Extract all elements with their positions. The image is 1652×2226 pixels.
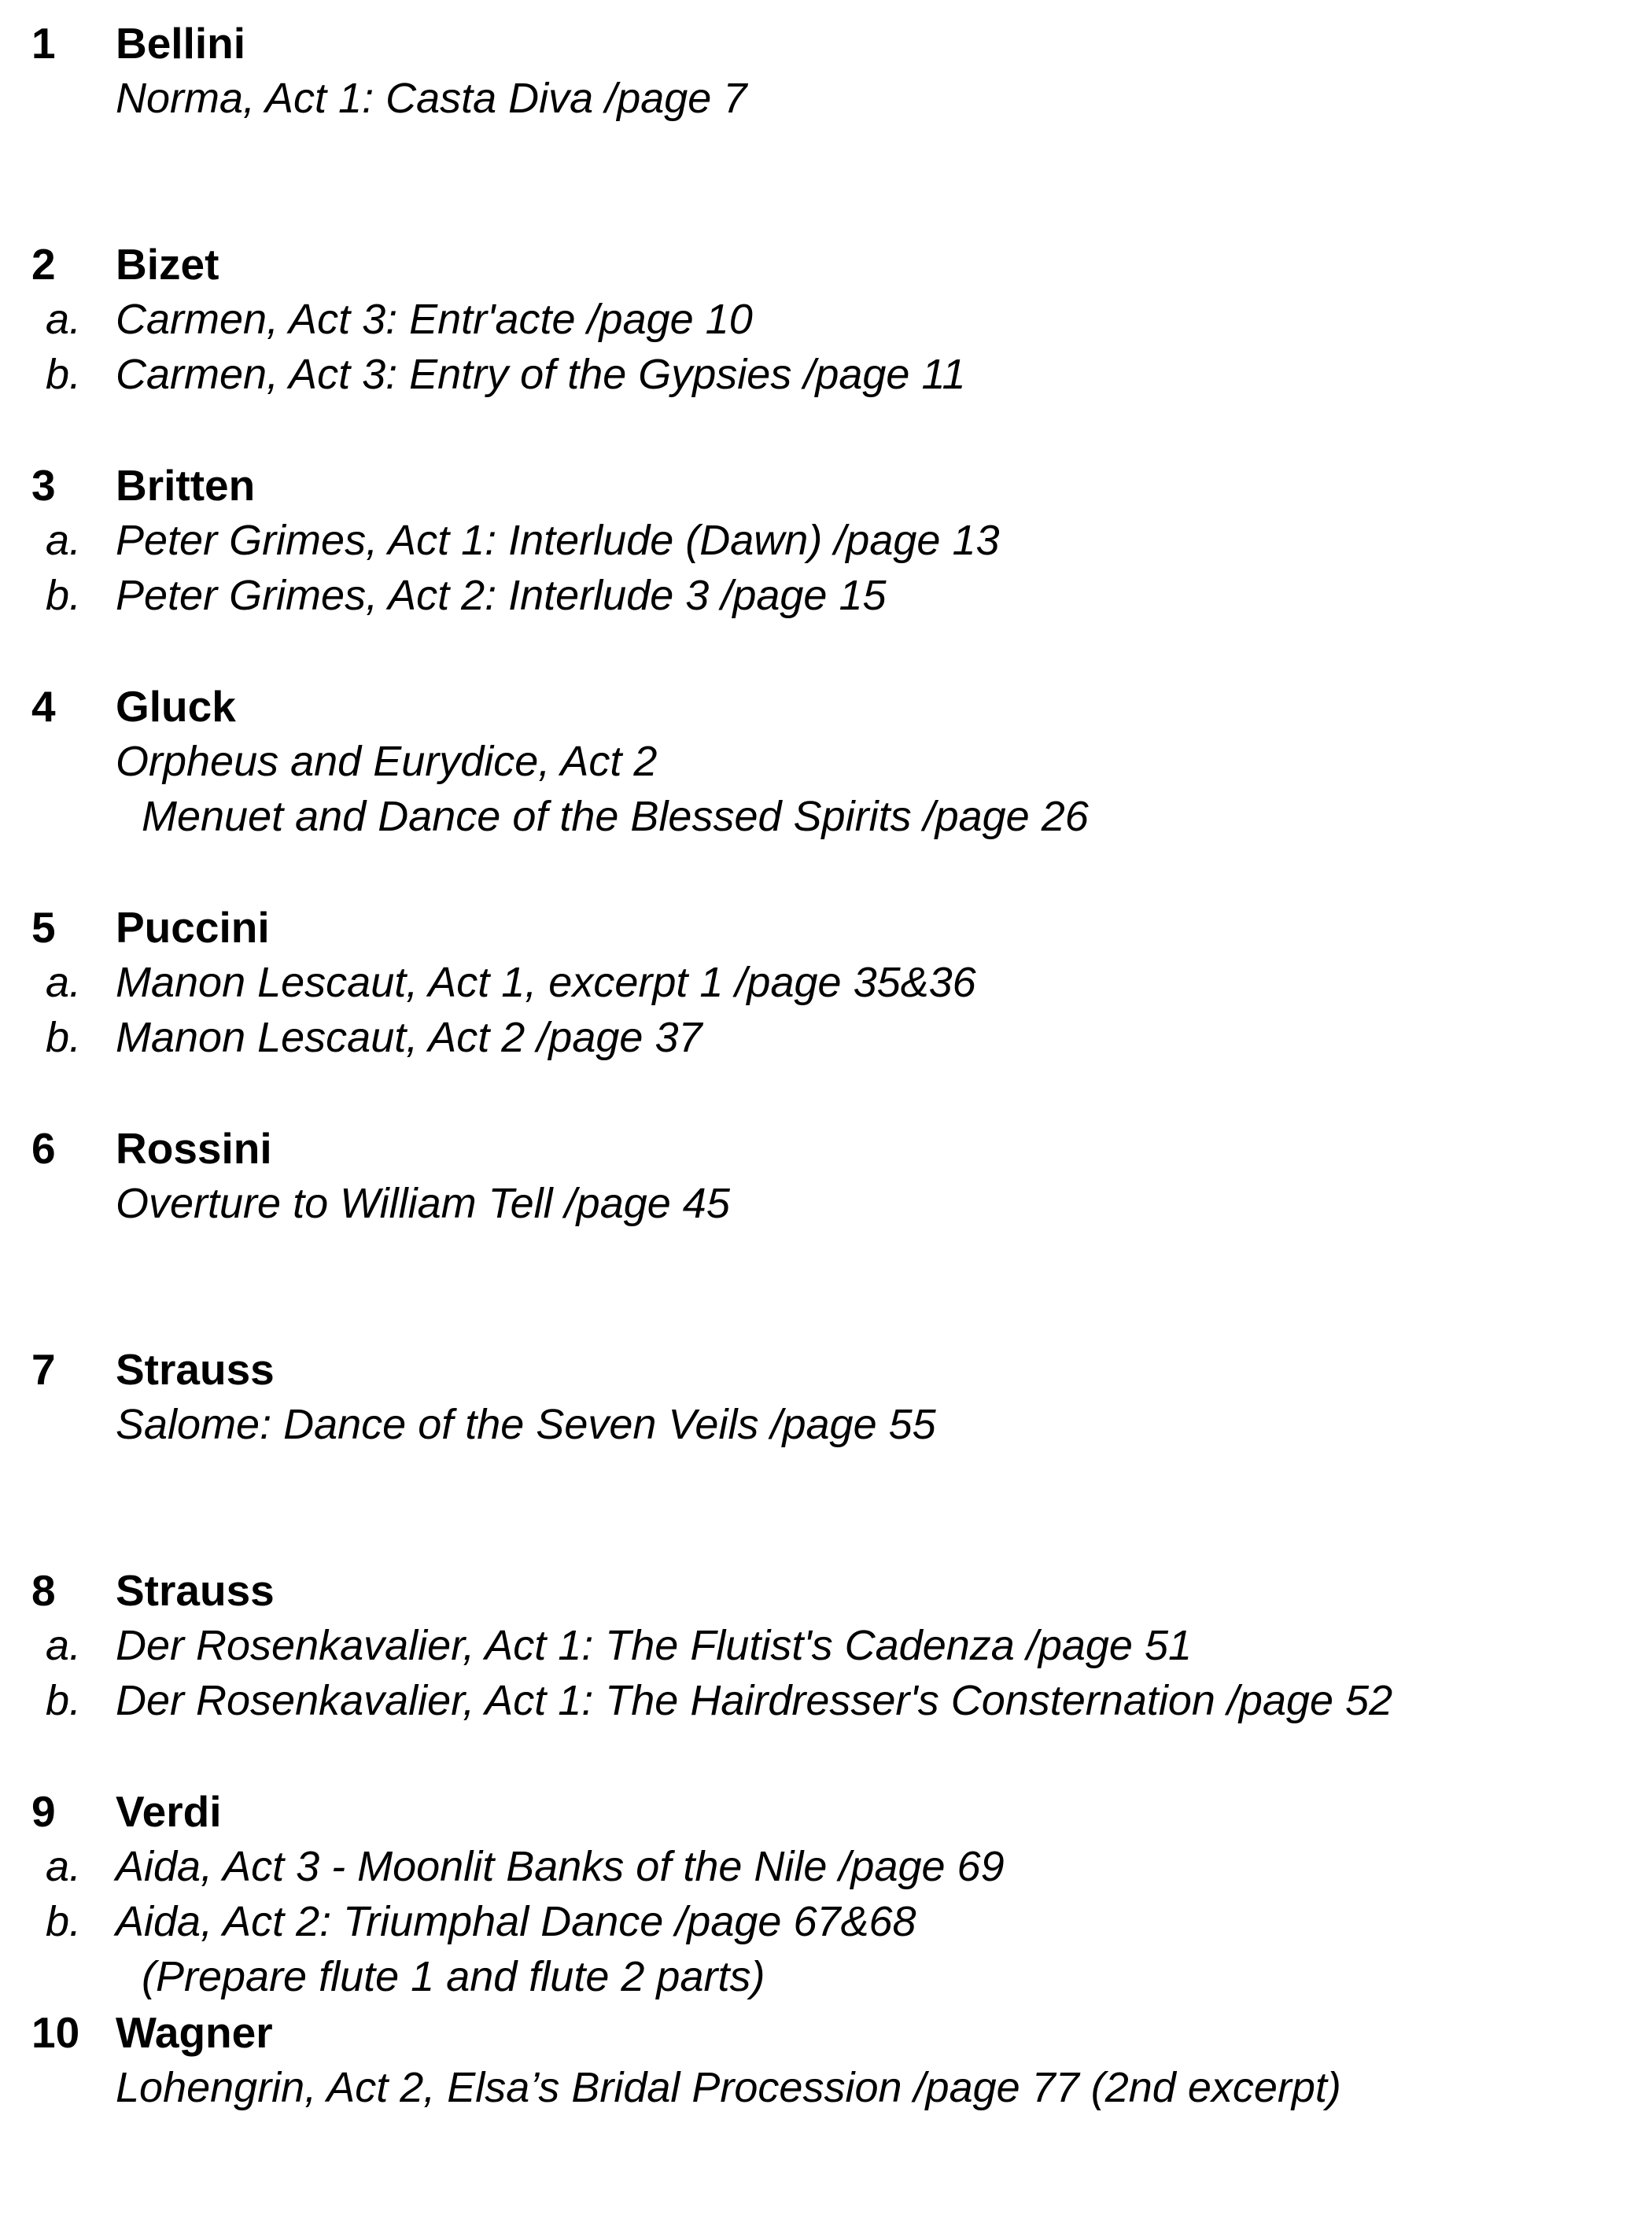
excerpt-title: Carmen, Act 3: Entry of the Gypsies /page 11	[116, 351, 966, 398]
excerpt-title: Manon Lescaut, Act 2 /page 37	[116, 1014, 702, 1061]
composer-name: Strauss	[116, 1345, 275, 1394]
composer-name: Rossini	[116, 1124, 272, 1173]
entry-number: 6	[31, 1124, 56, 1173]
excerpt-title: Carmen, Act 3: Entr'acte /page 10	[116, 296, 753, 343]
excerpt-line	[0, 347, 1652, 402]
entry-heading	[0, 237, 1652, 292]
excerpt-letter: a.	[46, 296, 82, 343]
excerpt-title: Aida, Act 2: Triumphal Dance /page 67&68	[116, 1898, 916, 1945]
excerpt-title: (Prepare flute 1 and flute 2 parts)	[142, 1953, 765, 2000]
entry-number: 5	[31, 903, 56, 952]
excerpt-line	[0, 1176, 1652, 1231]
entry-number: 1	[31, 19, 56, 68]
excerpt-entry	[0, 458, 1652, 679]
entry-heading	[0, 1121, 1652, 1176]
composer-name: Britten	[116, 461, 256, 510]
excerpt-line	[0, 1397, 1652, 1452]
entry-heading	[0, 1563, 1652, 1618]
excerpt-title: Orpheus and Eurydice, Act 2	[116, 738, 658, 785]
excerpt-letter: b.	[46, 1014, 82, 1061]
excerpt-line	[0, 955, 1652, 1010]
entry-number: 2	[31, 240, 56, 289]
excerpt-entry	[0, 1784, 1652, 2005]
excerpt-title: Aida, Act 3 - Moonlit Banks of the Nile /page 69	[116, 1843, 1005, 1890]
excerpt-line	[0, 1894, 1652, 1949]
excerpt-letter: b.	[46, 351, 82, 398]
entry-heading	[0, 2005, 1652, 2060]
excerpt-entry	[0, 16, 1652, 237]
excerpt-line	[0, 513, 1652, 568]
excerpt-entry	[0, 1342, 1652, 1563]
entry-heading	[0, 1342, 1652, 1397]
excerpt-letter: a.	[46, 959, 82, 1006]
excerpt-entry	[0, 679, 1652, 900]
excerpt-letter: a.	[46, 1622, 82, 1669]
excerpt-entry	[0, 2005, 1652, 2226]
excerpt-title: Salome: Dance of the Seven Veils /page 55	[116, 1401, 936, 1448]
excerpt-entry	[0, 237, 1652, 458]
composer-name: Bellini	[116, 19, 246, 68]
entry-heading	[0, 900, 1652, 955]
excerpt-letter: b.	[46, 572, 82, 619]
excerpt-title: Norma, Act 1: Casta Diva /page 7	[116, 75, 747, 122]
excerpt-line	[0, 734, 1652, 789]
excerpt-letter: b.	[46, 1677, 82, 1724]
composer-name: Puccini	[116, 903, 270, 952]
entry-number: 7	[31, 1345, 56, 1394]
excerpt-line	[0, 1618, 1652, 1673]
excerpt-letter: a.	[46, 1843, 82, 1890]
excerpt-list	[0, 16, 1652, 2226]
entry-number: 10	[31, 2008, 80, 2057]
excerpt-title: Manon Lescaut, Act 1, excerpt 1 /page 35&36	[116, 959, 976, 1006]
composer-name: Bizet	[116, 240, 219, 289]
excerpt-entry	[0, 1563, 1652, 1784]
excerpt-entry	[0, 1121, 1652, 1342]
excerpt-title: Overture to William Tell /page 45	[116, 1180, 730, 1227]
entry-heading	[0, 679, 1652, 734]
entry-number: 9	[31, 1787, 56, 1836]
excerpt-title: Der Rosenkavalier, Act 1: The Flutist's Cadenza /page 51	[116, 1622, 1193, 1669]
entry-number: 8	[31, 1566, 56, 1615]
excerpt-letter: a.	[46, 517, 82, 564]
excerpt-line	[0, 292, 1652, 347]
excerpt-line	[0, 1010, 1652, 1065]
excerpt-title: Peter Grimes, Act 2: Interlude 3 /page 15	[116, 572, 887, 619]
excerpt-letter: b.	[46, 1898, 82, 1945]
entry-heading	[0, 458, 1652, 513]
excerpt-line	[0, 789, 1652, 844]
entry-number: 4	[31, 682, 56, 731]
excerpt-line	[0, 1949, 1652, 2004]
excerpt-line	[0, 568, 1652, 623]
excerpt-line	[0, 71, 1652, 126]
excerpt-line	[0, 1673, 1652, 1728]
composer-name: Strauss	[116, 1566, 275, 1615]
excerpt-title: Lohengrin, Act 2, Elsa’s Bridal Procession /page 77 (2nd excerpt)	[116, 2064, 1341, 2111]
excerpt-entry	[0, 900, 1652, 1121]
excerpt-title: Der Rosenkavalier, Act 1: The Hairdresser's Consternation /page 52	[116, 1677, 1393, 1724]
excerpt-title: Peter Grimes, Act 1: Interlude (Dawn) /page 13	[116, 517, 1000, 564]
entry-number: 3	[31, 461, 56, 510]
excerpt-title: Menuet and Dance of the Blessed Spirits /page 26	[142, 793, 1089, 840]
excerpt-line	[0, 1839, 1652, 1894]
entry-heading	[0, 1784, 1652, 1839]
entry-heading	[0, 16, 1652, 71]
composer-name: Gluck	[116, 682, 236, 731]
composer-name: Wagner	[116, 2008, 273, 2057]
composer-name: Verdi	[116, 1787, 222, 1836]
excerpt-line	[0, 2060, 1652, 2115]
